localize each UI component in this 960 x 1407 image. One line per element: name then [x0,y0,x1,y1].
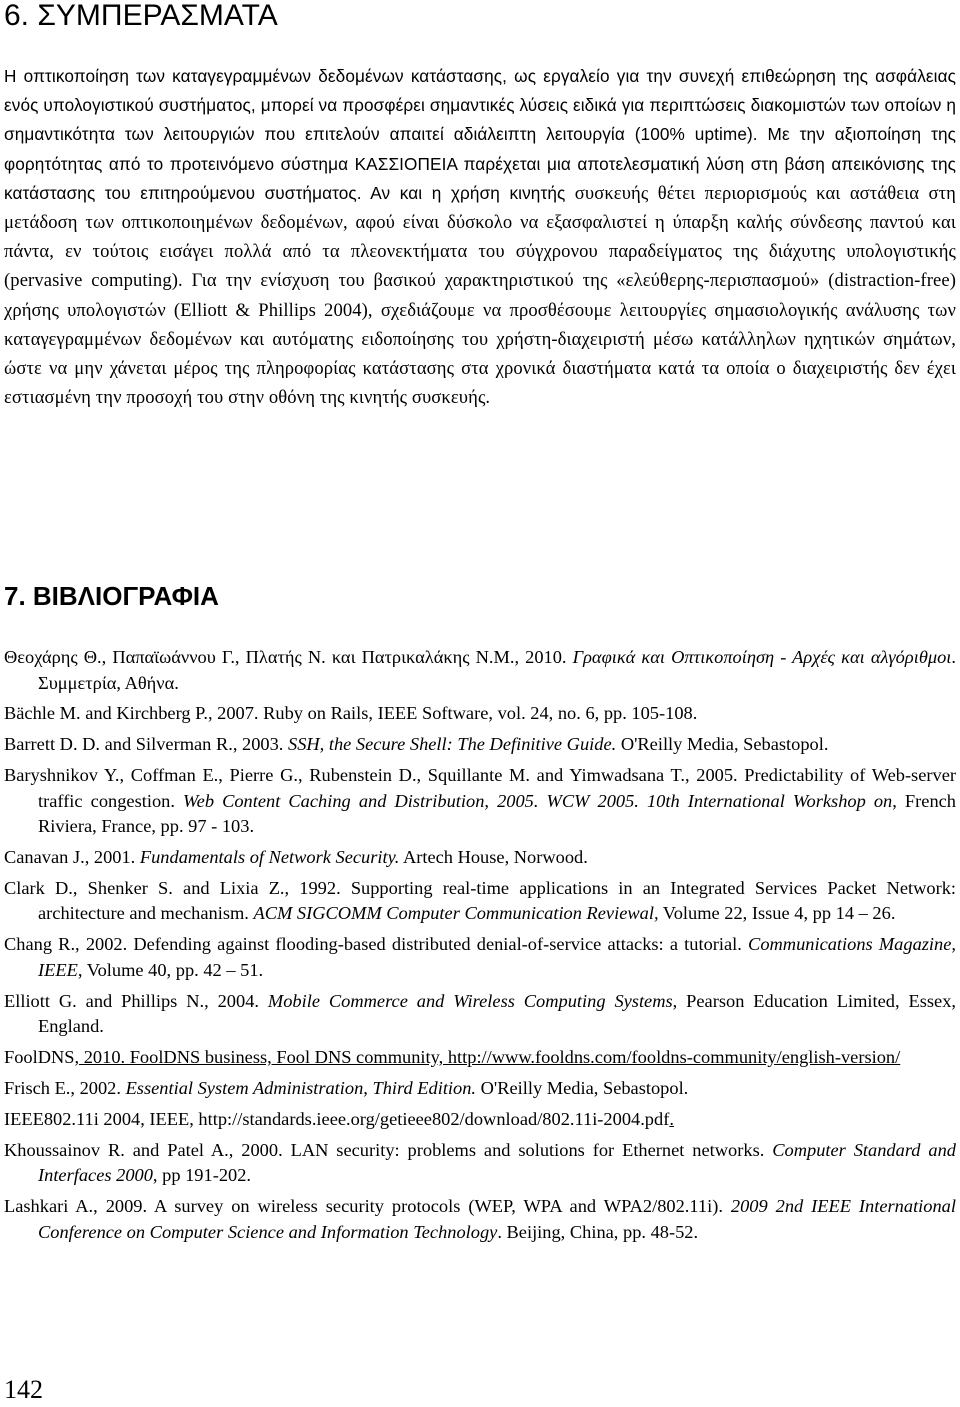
ref-text: Baryshnikov Y., Coffman E., Pierre G., Rubenstein D., Squillante M. and Yimwadsana T., 2005. Predictability of Web-server traffic congestion. [4,765,956,811]
reference-entry [4,1107,956,1133]
reference-entry [4,876,956,927]
ref-text: O'Reilly Media, Sebastopol. [616,734,829,755]
ref-title: ACM SIGCOMM Computer Communication Reviewal, [253,903,659,924]
ref-text: , French Riviera, France, pp. 97 - 103. [38,790,956,837]
ref-text: Θεοχάρης Θ., Παπαϊωάννου Γ., Πλατής Ν. και Πατρικαλάκης Ν.Μ., 2010. [4,647,573,667]
section-heading-conclusions: 6. ΣΥΜΠΕΡΑΣΜΑΤΑ [4,0,278,32]
ref-text: Bächle M. and Kirchberg P., 2007. Ruby on Rails, IEEE Software, vol. 24, no. 6, pp. 105-108. [4,703,698,724]
ref-text: Elliott G. and Phillips N., 2004. [4,990,268,1011]
ref-title: Mobile Commerce and Wireless Computing Systems [267,990,673,1011]
reference-list [4,645,956,1251]
ref-title: Communications Magazine, IEEE [38,934,956,980]
reference-entry [4,989,956,1040]
reference-entry [4,1045,956,1071]
ref-title: 2009 2nd IEEE International Conference on Computer Science and Information Technology [38,1196,956,1242]
ref-text: Artech House, Norwood. [399,847,588,868]
reference-entry [4,1194,956,1245]
ref-text: O'Reilly Media, Sebastopol. [476,1078,689,1099]
ref-text: Lashkari A., 2009. A survey on wireless security protocols (WEP, WPA and WPA2/802.11i). [4,1196,731,1217]
reference-entry [4,732,956,758]
ref-title: Fundamentals of Network Security. [139,847,400,868]
conclusions-paragraph [4,62,956,412]
conclusions-text-part-a: Η οπτικοποίηση των καταγεγραμμένων δεδομένων κατάστασης, ως εργαλείο για την συνεχή επιθεώρηση της ασφάλειας ενός υπολογιστικού συστήματος, μπορεί να προσφέρει σημαντικές λύσεις ειδικά για περιπτώσεις διακομιστών των οποίων η σημαντικότητα των λειτουργιών που επιτελούν απαιτεί αδιάλειπτη λειτουργία (100% uptime). Με την αξιοποίηση της φορητότητας από το προτεινόμενο σύστημα ΚΑΣΣΙΟΠΕΙΑ παρέχεται μια αποτελεσματική λύση στη βάση απεικόνισης της κατάστασης του επιτηρούμενου συστήματος. Αν και η χρήση κινητής [4,66,956,203]
ref-text: Barrett D. D. and Silverman R., 2003. [4,734,288,755]
ref-text: Chang R., 2002. Defending against flooding-based distributed denial-of-service attacks: a tutorial. [4,934,749,955]
ref-title: Γραφικά και Οπτικοποίηση - Αρχές και αλγόριθμοι [572,647,952,667]
ref-title: Web Content Caching and Distribution, 2005. WCW 2005. 10th International Workshop on [183,790,893,811]
reference-entry [4,845,956,871]
ref-text: FoolDNS [4,1047,75,1068]
ref-text: Volume 22, Issue 4, pp 14 – 26. [658,903,896,924]
ref-text: , Volume 40, pp. 42 – 51. [77,959,264,980]
ref-link[interactable]: , 2010. FoolDNS business, Fool DNS community, http://www.fooldns.com/fooldns-community/english-version/ [74,1047,901,1068]
ref-text: Canavan J., 2001. [4,847,140,868]
ref-title: Essential System Administration, Third Edition. [125,1078,477,1099]
ref-title: SSH, the Secure Shell: The Definitive Guide. [288,734,617,755]
reference-entry [4,645,956,696]
ref-text: IEEE802.11i 2004, IEEE, http://standards.ieee.org/getieee802/download/802.11i-2004.pdf [4,1108,670,1129]
conclusions-text-part-b: συσκευής θέτει περιορισμούς και αστάθεια στη μετάδοση των οπτικοποιημένων δεδομένων, αφού είναι δύσκολο να εξασφαλιστεί η ύπαρξη καλής σύνδεσης παντού και πάντα, εν τούτοις εισάγει πολλά από τα πλεονεκτήματα του σύγχρονου παραδείγματος της διάχυτης υπολογιστικής (pervasive computing). Για την ενίσχυση του βασικού χαρακτηριστικού της «ελεύθερης-περισπασμού» (distraction-free) χρήσης υπολογιστών (Elliott & Phillips 2004), σχεδιάζουμε να προσθέσουμε λειτουργίες σημασιολογικής ανάλυσης των καταγεγραμμένων δεδομένων και αυτόματης ειδοποίησης του χρήστη-διαχειριστή μέσω κατάλληλων ηχητικών σημάτων, ώστε να μην χάνεται μέρος της πληροφορίας κατάστασης στα χρονικά διαστήματα κατά τα οποία ο διαχειριστής δεν έχει εστιασμένη την προσοχή του στην οθόνη της κινητής συσκευής. [4,182,956,409]
ref-text: . Συμμετρία, Αθήνα. [38,647,956,693]
section-heading-bibliography: 7. ΒΙΒΛΙΟΓΡΑΦΙΑ [4,581,219,611]
ref-text: Frisch E., 2002. [4,1078,126,1099]
reference-entry [4,701,956,727]
reference-entry [4,932,956,983]
reference-entry [4,763,956,840]
ref-link[interactable]: . [669,1108,674,1129]
ref-text: Khoussainov R. and Patel A., 2000. LAN security: problems and solutions for Ethernet networks. [4,1139,773,1160]
reference-entry [4,1138,956,1189]
ref-text: , Pearson Education Limited, Essex, England. [38,990,956,1037]
ref-text: . Beijing, China, pp. 48-52. [497,1221,699,1242]
page-number: 142 [4,1375,43,1404]
reference-entry [4,1076,956,1102]
ref-text: Clark D., Shenker S. and Lixia Z., 1992. Supporting real-time applications in an Integrated Services Packet Network: architecture and mechanism. [4,877,956,924]
ref-title: Computer Standard and Interfaces 2000 [38,1139,956,1186]
ref-text: , pp 191-202. [152,1165,251,1186]
